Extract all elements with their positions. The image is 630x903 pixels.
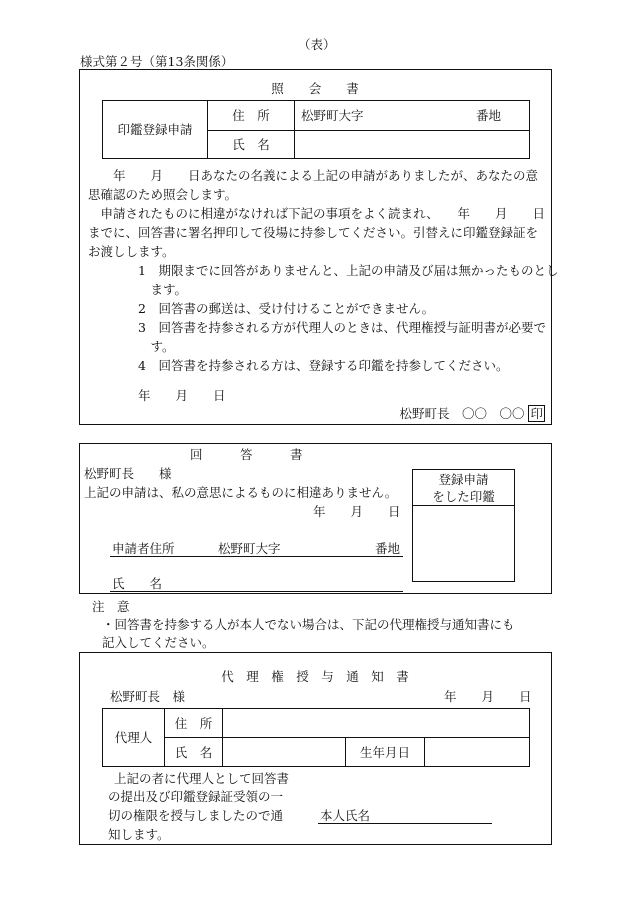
applicant-address-underline[interactable]: [110, 556, 403, 557]
proxy-table: [102, 708, 530, 767]
inquiry-section: [79, 69, 559, 425]
registered-seal-box[interactable]: [412, 469, 515, 582]
registration-table: [102, 100, 530, 159]
seal-box-line-2: をした印鑑: [432, 489, 495, 504]
inquiry-item-2: 2 回答書の郵送は、受け付けることができません。: [138, 301, 435, 316]
principal-name-underline[interactable]: [318, 823, 492, 824]
proxy-address-label: 住 所: [165, 709, 223, 738]
inquiry-intro: 年 月 日あなたの名義による上記の申請がありましたが、あなたの意思確認のため照会します。: [88, 168, 539, 202]
inquiry-item-1: 1 期限までに回答がありませんと、上記の申請及び届は無かったものとします。: [138, 263, 559, 297]
proxy-name-label: 氏 名: [165, 738, 223, 767]
address-suffix: 番地: [475, 108, 501, 123]
principal-name-label: 本人氏名: [320, 808, 371, 823]
inquiry-title: 照 会 書: [271, 81, 359, 96]
address-value: 松野町大字: [301, 108, 364, 123]
form-number: 様式第２号（第13条関係）: [80, 54, 234, 69]
proxy-date: 年 月 日: [444, 689, 532, 704]
proxy-section: [79, 652, 552, 845]
answer-title: 回 答 書: [190, 447, 303, 462]
answer-statement: 上記の申請は、私の意思によるものに相違ありません。: [84, 485, 398, 500]
answer-date: 年 月 日: [313, 504, 401, 519]
applicant-address-value: 松野町大字: [218, 541, 281, 556]
applicant-name-underline[interactable]: [110, 591, 403, 592]
inquiry-item-4: 4 回答書を持参される方は、登録する印鑑を持参してください。: [138, 358, 509, 373]
notes-line-2: 記入してください。: [102, 635, 215, 650]
address-field[interactable]: [295, 101, 530, 131]
proxy-addressee: 松野町長 様: [110, 689, 186, 704]
mayor-name: 松野町長 〇〇 〇〇: [399, 406, 525, 421]
proxy-address-field[interactable]: [223, 709, 530, 738]
inquiry-signature: [399, 405, 545, 422]
name-label: 氏 名: [208, 131, 295, 159]
proxy-dob-label: 生年月日: [346, 738, 425, 767]
proxy-name-field[interactable]: [223, 738, 346, 767]
applicant-address-label: 申請者住所: [112, 541, 175, 556]
seal-mark: 印: [530, 406, 543, 421]
notes-heading: 注 意: [92, 599, 130, 614]
inquiry-item-3: 3 回答書を持参される方が代理人のときは、代理権授与証明書が必要です。: [138, 320, 546, 354]
answer-addressee: 松野町長 様: [84, 466, 172, 481]
applicant-name-label: 氏 名: [112, 576, 163, 591]
answer-section: [79, 443, 552, 594]
proxy-dob-field[interactable]: [425, 738, 530, 767]
proxy-row-label: 代理人: [103, 709, 165, 767]
proxy-text-line-2: の提出及び印鑑登録証受領の一: [108, 789, 284, 804]
notes-line-1: ・回答書を持参する人が本人でない場合は、下記の代理権授与通知書にも: [102, 617, 515, 632]
proxy-text-line-3: 切の権限を授与しましたので通: [108, 808, 284, 823]
proxy-text-line-4: 知します。: [108, 827, 170, 842]
side-label: （表）: [298, 37, 336, 52]
inquiry-date: 年 月 日: [138, 388, 226, 403]
seal-box-line-1: 登録申請: [438, 472, 489, 487]
inquiry-body: 申請されたものに相違がなければ下記の事項をよく読まれ、 年 月 日までに、回答書に署名押印して役場に持参してください。引替えに印鑑登録証をお渡しします。: [88, 206, 546, 259]
proxy-title: 代 理 権 授 与 通 知 書: [221, 669, 409, 684]
address-label: 住 所: [208, 101, 295, 131]
applicant-address-suffix: 番地: [375, 541, 401, 556]
name-field[interactable]: [295, 131, 530, 159]
seal-box-header: [413, 470, 514, 506]
registration-row-label: 印鑑登録申請: [103, 101, 208, 159]
proxy-text-line-1: 上記の者に代理人として回答書: [114, 771, 290, 786]
